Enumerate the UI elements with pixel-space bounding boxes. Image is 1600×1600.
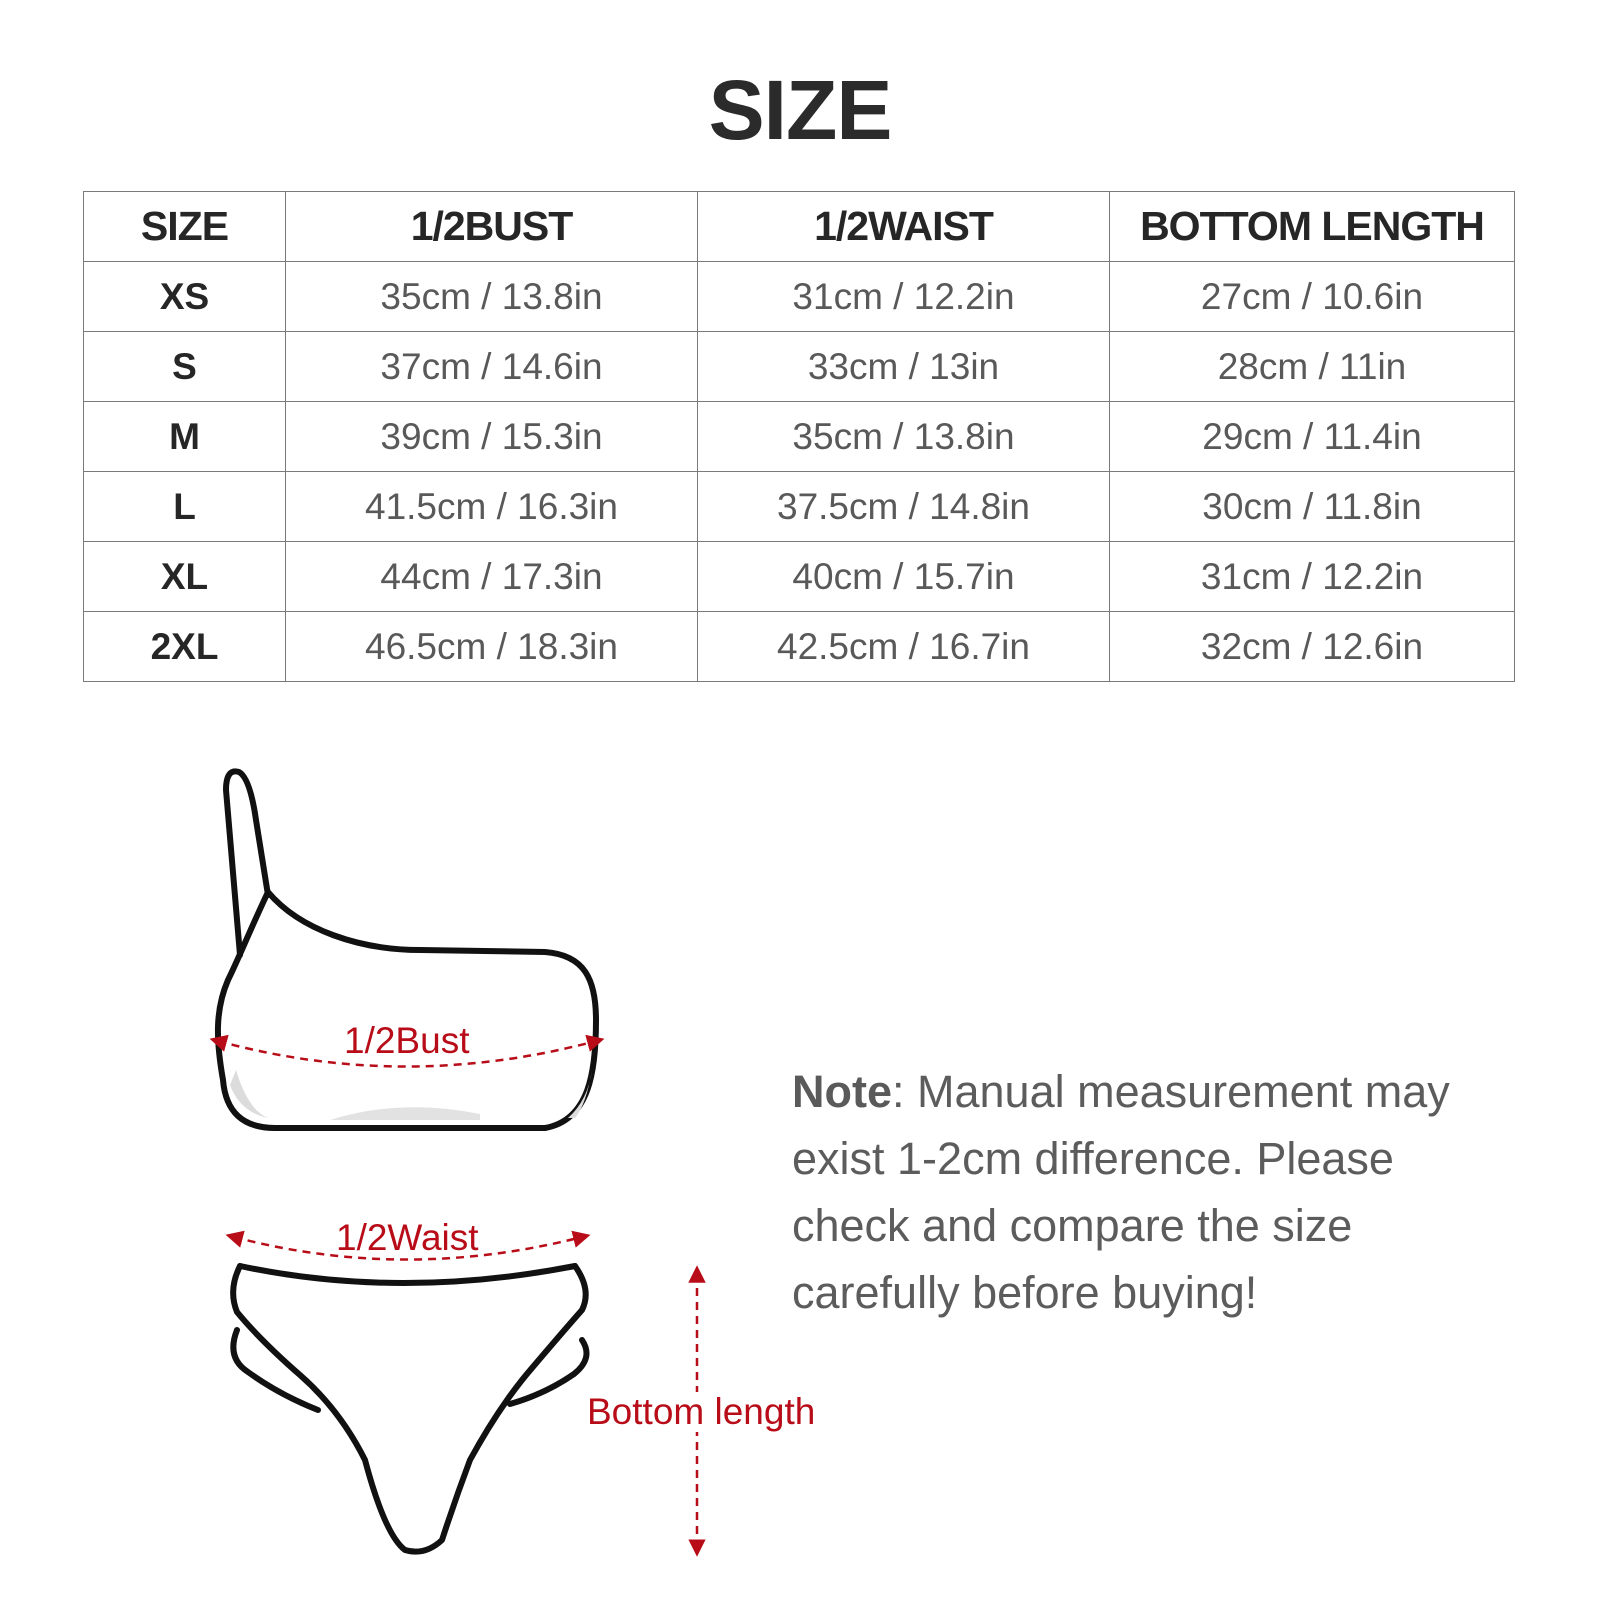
waist-cell: 37.5cm / 14.8in: [698, 472, 1110, 542]
bust-measure-label: 1/2Bust: [344, 1020, 470, 1061]
bust-cell: 35cm / 13.8in: [286, 262, 698, 332]
size-cell: 2XL: [84, 612, 286, 682]
bikini-top-strap: [226, 771, 268, 955]
waist-measure-label: 1/2Waist: [336, 1217, 479, 1258]
column-header-waist: 1/2WAIST: [698, 192, 1110, 262]
bust-cell: 39cm / 15.3in: [286, 402, 698, 472]
size-cell: L: [84, 472, 286, 542]
bottom-length-cell: 31cm / 12.2in: [1110, 542, 1515, 612]
waist-cell: 40cm / 15.7in: [698, 542, 1110, 612]
bottom-length-measure-label: Bottom length: [587, 1391, 816, 1432]
bikini-top-shading: [330, 1107, 480, 1120]
bust-cell: 41.5cm / 16.3in: [286, 472, 698, 542]
bikini-bottom-waistband: [240, 1266, 575, 1283]
page-title: SIZE: [708, 63, 892, 157]
size-cell: XL: [84, 542, 286, 612]
note-text: : Manual measurement may exist 1-2cm difference. Please check and compare the size carefully before buying!: [792, 1066, 1450, 1318]
bottom-length-cell: 32cm / 12.6in: [1110, 612, 1515, 682]
measurement-note: [792, 1058, 1512, 1326]
bikini-bottom-illustration: [233, 1266, 586, 1552]
bottom-length-cell: 28cm / 11in: [1110, 332, 1515, 402]
size-cell: M: [84, 402, 286, 472]
column-header-bottom-length: BOTTOM LENGTH: [1110, 192, 1515, 262]
bottom-length-cell: 29cm / 11.4in: [1110, 402, 1515, 472]
waist-cell: 31cm / 12.2in: [698, 262, 1110, 332]
bikini-bottom-body: [233, 1266, 586, 1552]
bikini-bottom-leg-strap-left: [233, 1330, 318, 1410]
bust-cell: 44cm / 17.3in: [286, 542, 698, 612]
waist-cell: 35cm / 13.8in: [698, 402, 1110, 472]
bottom-length-cell: 30cm / 11.8in: [1110, 472, 1515, 542]
bust-cell: 46.5cm / 18.3in: [286, 612, 698, 682]
waist-cell: 42.5cm / 16.7in: [698, 612, 1110, 682]
waist-cell: 33cm / 13in: [698, 332, 1110, 402]
size-cell: XS: [84, 262, 286, 332]
size-cell: S: [84, 332, 286, 402]
bikini-top-body: [218, 892, 596, 1128]
note-label: Note: [792, 1066, 892, 1117]
bikini-top-illustration: [218, 771, 596, 1128]
bottom-length-cell: 27cm / 10.6in: [1110, 262, 1515, 332]
column-header-size: SIZE: [84, 192, 286, 262]
bust-cell: 37cm / 14.6in: [286, 332, 698, 402]
column-header-bust: 1/2BUST: [286, 192, 698, 262]
